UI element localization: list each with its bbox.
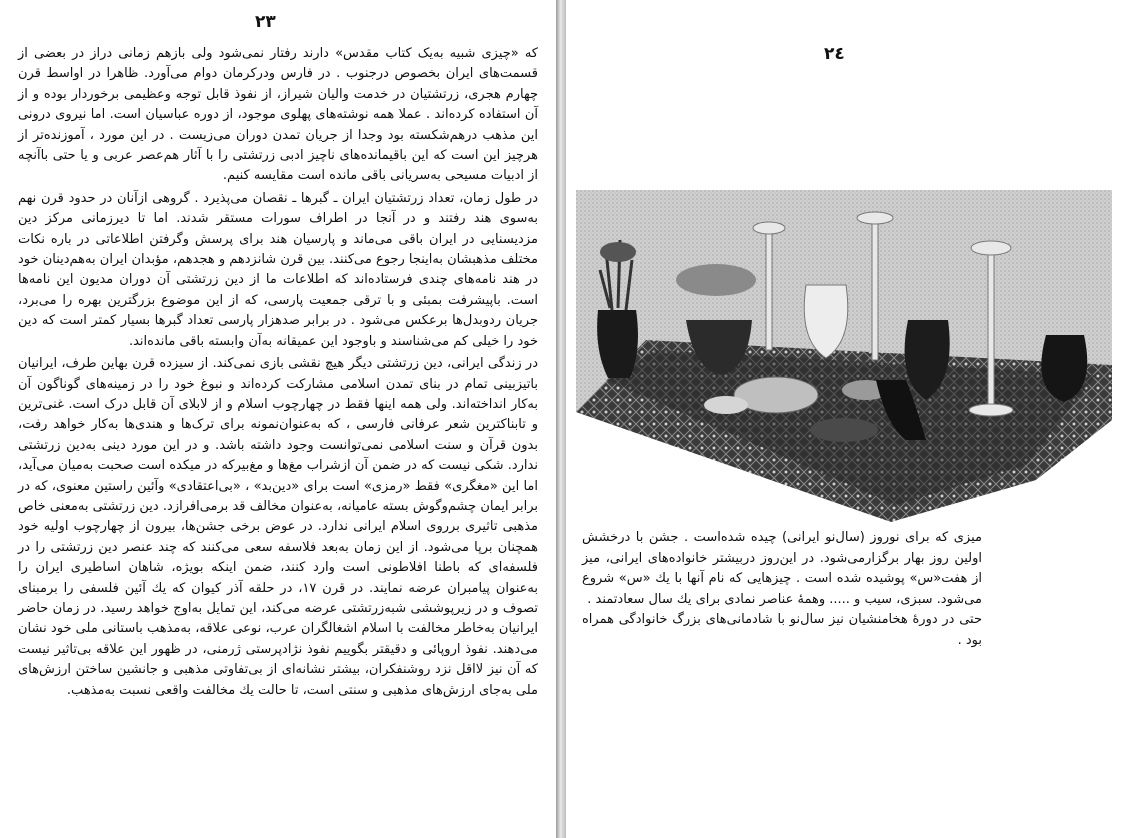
right-page [566,0,1124,838]
body-paragraph-3: در زندگی ایرانی، دین زرتشتی دیگر هیچ نقشی بازی نمی‌کند. از سیزده قرن بهاین طرف، ایرانیان باتیزبینی تمام در بنای تمدن اسلامی مشارکت کرده‌اند و نبوغ خود را در زمینه‌های گوناگون آن به‌کار انداخته‌اند. ولی همه اینها فقط در چهارچوب اسلام و از لابلای آن قابل درک است. غنی‌ترین و تابناکترین شعر عرفانی فارسی ، که به‌عنوان‌نمونه برای ترک‌ها و هندی‌ها به‌کار خواهد رفت، بدون قرآن و سنت اسلامی نمی‌توانست وجود داشته باشد. و در این مورد دینی به‌دین زرتشتی ندارد. شکی نیست که در ضمن آن ازشراب مغ‌ها و مغ‌بیرکه در میکده است صحبت به‌میان می‌آید، اما این «مغگری» فقط «رمزی» است برای «دین‌بد» ، «بی‌اعتقادی» وآئین راستین معنوی، که در برابر ایمان چشم‌وگوش بسته عامیانه، به‌عنوان مخالف قد برمی‌افرازد. دین زرتشتی به‌معنی خاص مذهبی تاثیری برروی اسلام ایرانی ندارد. در عوض برخی جشن‌ها، بیرون از چهارچوب اولیه خود همچنان برپا می‌شود. از این زمان به‌بعد فلاسفه سعی می‌کنند که چند عنصر دین زرتشتی را در فلسفه‌ای که باطنا افلاطونی است وارد کنند، ضمن اینکه بویژه، شاهان اساطیری ایران را به‌عنوان پیامبران عرضه نمایند. در قرن ۱۷، در حلقه آذر کیوان که یك آئین فلسفی را برمبنای تصوف و در زیرپوششی شبه‌زرتشتی عرضه می‌کند، این تمایل به‌اوج خواهد رسید. در زمان حاضر ایرانیان به‌خاطر مخالفت با اسلام اشغالگران عرب، نوعی علاقه، به‌مذهب باستانی ملی خود نشان می‌دهند. نفوذ اروپائی و دقیقتر بگوییم نفوذ نژادپرستی ژرمنی، در ظهور این علاقه بی‌تاثیر نیست که آن نیز لااقل نزد روشنفکران، بیشتر نشانه‌ای از بی‌تفاوتی مذهبی و جانشین ساختن ارزش‌های ملی به‌جای ارزش‌های مذهبی و سنتی است، تا حالت یك مخالفت واقعی نسبت به‌مذهب. [18,356,539,698]
left-page [0,0,556,838]
caption-paragraph-1: میزی که برای نوروز (سال‌نو ایرانی) چیده شده‌است . جشن با درخشش اولین روز بهار برگزارمی‌شود. در این‌روز دربیشتر خانواده‌های ایرانی، میز از هفت«س» پوشیده شده است . چیزهایی که نام آنها با یك «س» شروع می‌شود. سبزی، سیب و ..... وهمهٔ عناصر نمادی برای یك سال سعادتمند . [582,530,982,607]
left-page-body [18,44,538,701]
body-paragraph-2: در طول زمان، تعداد زرتشتیان ایران ـ گبرها ـ نقصان می‌پذیرد . گروهی ازآنان در حدود قرن نهم به‌سوی هند رفتند و در آنجا در اطراف سورات مستقر شدند. اما تا دیرزمانی مرکز دین مزدیسنایی در ایران باقی می‌ماند و پارسیان هند برای پرسش وگرفتن اطلاعاتی در باره نکات مختلف مذهبشان به‌اینجا رجوع می‌کنند. بین قرن شانزدهم و هجدهم، مؤبدان ایران به‌هم‌دینان خود در هند نامه‌های چندی فرستاده‌اند که اطلاعات ما از دین زرتشتی آن دوران مدیون این نامه‌ها است. باپیشرفت بمبئی و با ترقی جمعیت پارسی، که از این موضوع بزرگترین بهره را می‌برد، جریان ردوبدل‌ها برعکس می‌شود . در برابر صدهزار پارسی تعداد گبرها بسیار کمتر است که دین خود را خیلی کم می‌شناسند و باوجود این عمیقانه به‌آن وابسته باقی مانده‌اند. [18,190,538,349]
caption-paragraph-2: حتی در دورهٔ هخامنشیان نیز سال‌نو با شادمانی‌های بزرگ خانوادگی همراه بود . [582,612,982,648]
photo-caption [582,528,982,652]
nowruz-table-photo [576,190,1112,522]
book-spine [556,0,566,838]
left-page-number: ۲۳ [255,12,276,32]
right-page-number: ۲٤ [824,44,845,64]
body-paragraph-1: که «چیزی شبیه به‌یک کتاب مقدس» دارند رفتار نمی‌شود ولی بازهم زمانی دراز در بعضی از قسمت‌های ایران بخصوص درجنوب . در فارس ودرکرمان دوام می‌آورد. ظاهرا در اواسط قرن چهارم هجری، زرتشتیان در خدمت والیان شیراز، از نفوذ قابل توجه وعظیمی برخوردار بوده و از آن استفاده کرده‌اند . عملا همه نوشته‌های پهلوی موجود، از دوره عباسیان است. اما نیروی درونی این مذهب درهم‌شکسته بود وجدا از جریان تمدن دوران می‌زیست . در این مورد ، آموزنده‌تر از هرچیز این است که این باقیمانده‌های ناچیز ادبی زرتشتی را با آثار هم‌عصر عربی و یا حتی باآنچه از ادبیات مسیحی به‌سریانی باقی مانده است مقایسه کنیم. [18,46,538,184]
